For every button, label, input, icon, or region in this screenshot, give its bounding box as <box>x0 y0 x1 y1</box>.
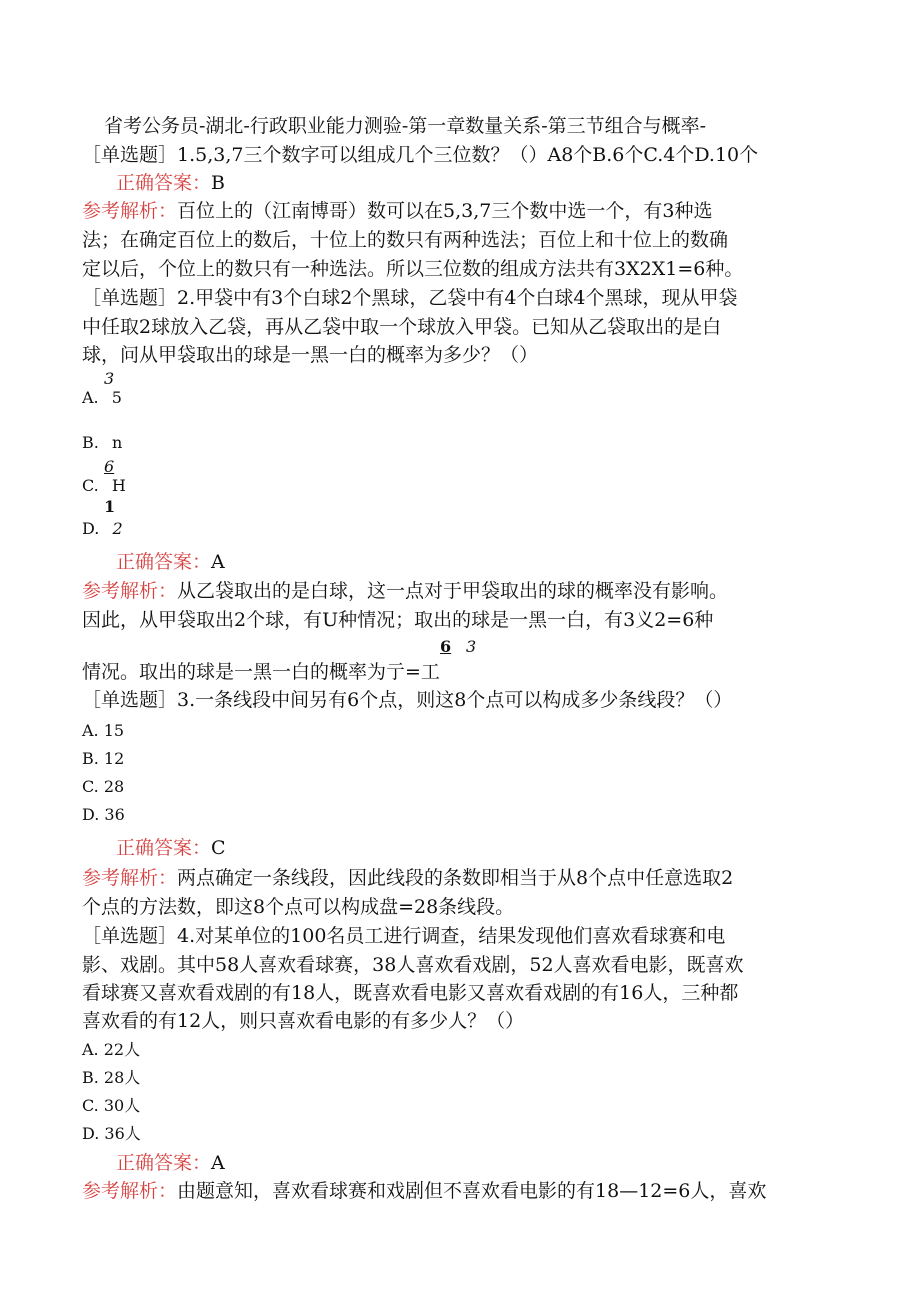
question-4-line-1 <box>82 923 725 949</box>
question-4-line-4: 喜欢看的有12人，则只喜欢看电影的有多少人？（） <box>82 1010 525 1032</box>
question-1 <box>82 142 758 168</box>
answer-label: 正确答案： <box>116 1152 212 1174</box>
question-type-tag: ［单选题］ <box>82 287 178 309</box>
analysis-2-line-3: 情况。取出的球是一黑一白的概率为亍=工 <box>82 661 440 683</box>
option-letter: A. <box>82 388 99 407</box>
analysis-text: 两点确定一条线段，因此线段的条数即相当于从8个点中任意选取2 <box>177 867 734 889</box>
option-letter: B. <box>82 433 99 452</box>
option-c: C. 28 <box>82 777 125 796</box>
option-d <box>82 516 123 542</box>
analysis-3-line-1 <box>82 865 733 891</box>
option-d-numerator: 1 <box>104 497 116 516</box>
option-value: 5 <box>111 388 122 407</box>
analysis-2-line-2: 因此，从甲袋取出2个球，有U种情况；取出的球是一黑一白，有3义2=6种 <box>82 609 714 631</box>
answer-label: 正确答案： <box>116 551 212 573</box>
question-4-line-2: 影、戏剧。其中58人喜欢看球赛，38人喜欢看戏剧，52人喜欢看电影，既喜欢 <box>82 954 744 976</box>
question-text: 3.一条线段中间另有6个点，则这8个点可以构成多少条线段？（） <box>177 689 733 711</box>
analysis-label: 参考解析： <box>82 200 178 222</box>
question-type-tag: ［单选题］ <box>82 925 178 947</box>
question-3 <box>82 687 732 713</box>
question-2-line-2: 中任取2球放入乙袋，再从乙袋中取一个球放入甲袋。已知从乙袋取出的是白 <box>82 316 722 338</box>
analysis-1-line-1 <box>82 198 712 224</box>
answer-label: 正确答案： <box>116 172 212 194</box>
option-a <box>82 385 122 411</box>
analysis-2-line-1 <box>82 578 728 604</box>
answer-3 <box>116 835 226 861</box>
option-b: B. 28人 <box>82 1068 141 1087</box>
option-a: A. 22人 <box>82 1040 141 1059</box>
option-a: A. 15 <box>82 721 125 740</box>
option-c-numerator: 6 <box>104 457 115 476</box>
answer-label: 正确答案： <box>116 837 212 859</box>
analysis-1-line-2: 法；在确定百位上的数后，十位上的数只有两种选法；百位上和十位上的数确 <box>82 229 729 251</box>
analysis-text: 由题意知，喜欢看球赛和戏剧但不喜欢看电影的有18—12=6人，喜欢 <box>177 1180 767 1202</box>
question-type-tag: ［单选题］ <box>82 689 178 711</box>
answer-value: A <box>211 551 225 573</box>
question-text: 2.甲袋中有3个白球2个黑球，乙袋中有4个白球4个黑球，现从甲袋 <box>177 287 738 309</box>
answer-value: A <box>211 1152 225 1174</box>
option-letter: C. <box>82 476 99 495</box>
option-letter: D. <box>82 519 100 538</box>
question-4-line-3: 看球赛又喜欢看戏剧的有18人，既喜欢看电影又喜欢看戏剧的有16人，三种都 <box>82 982 739 1004</box>
analysis-label: 参考解析： <box>82 1180 178 1202</box>
option-value: H <box>111 476 126 495</box>
analysis-label: 参考解析： <box>82 867 178 889</box>
option-a-numerator: 3 <box>104 369 115 388</box>
option-b: B. 12 <box>82 749 125 768</box>
answer-value: B <box>211 172 225 194</box>
question-2-line-3: 球，问从甲袋取出的球是一黑一白的概率为多少？（） <box>82 344 539 366</box>
fraction-numerator-1: 6 <box>440 637 452 656</box>
option-c: C. 30人 <box>82 1096 141 1115</box>
answer-2 <box>116 549 225 575</box>
question-text: 4.对某单位的100名员工进行调查，结果发现他们喜欢看球赛和电 <box>177 925 726 947</box>
question-type-tag: ［单选题］ <box>82 144 178 166</box>
question-text: 1.5,3,7三个数字可以组成几个三位数？（）A8个B.6个C.4个D.10个 <box>177 144 759 166</box>
question-2-line-1 <box>82 285 738 311</box>
option-value: 2 <box>112 519 123 538</box>
option-d: D. 36 <box>82 805 125 824</box>
analysis-4-line-1 <box>82 1178 766 1204</box>
analysis-label: 参考解析： <box>82 580 178 602</box>
analysis-text: 从乙袋取出的是白球，这一点对于甲袋取出的球的概率没有影响。 <box>177 580 729 602</box>
analysis-1-line-3: 定以后，个位上的数只有一种选法。所以三位数的组成方法共有3X2X1=6种。 <box>82 258 744 280</box>
analysis-text: 百位上的（江南博哥）数可以在5,3,7三个数中选一个，有3种选 <box>177 200 713 222</box>
option-d: D. 36人 <box>82 1124 141 1143</box>
answer-4 <box>116 1150 225 1176</box>
answer-1 <box>116 170 225 196</box>
analysis-3-line-2: 个点的方法数，即这8个点可以构成盘=28条线段。 <box>82 896 515 918</box>
answer-value: C <box>211 837 226 859</box>
page-title: 省考公务员-湖北-行政职业能力测验-第一章数量关系-第三节组合与概率- <box>104 115 707 137</box>
option-b <box>82 430 122 456</box>
fraction-numerator-2: 3 <box>466 637 477 656</box>
option-value: n <box>111 433 123 452</box>
